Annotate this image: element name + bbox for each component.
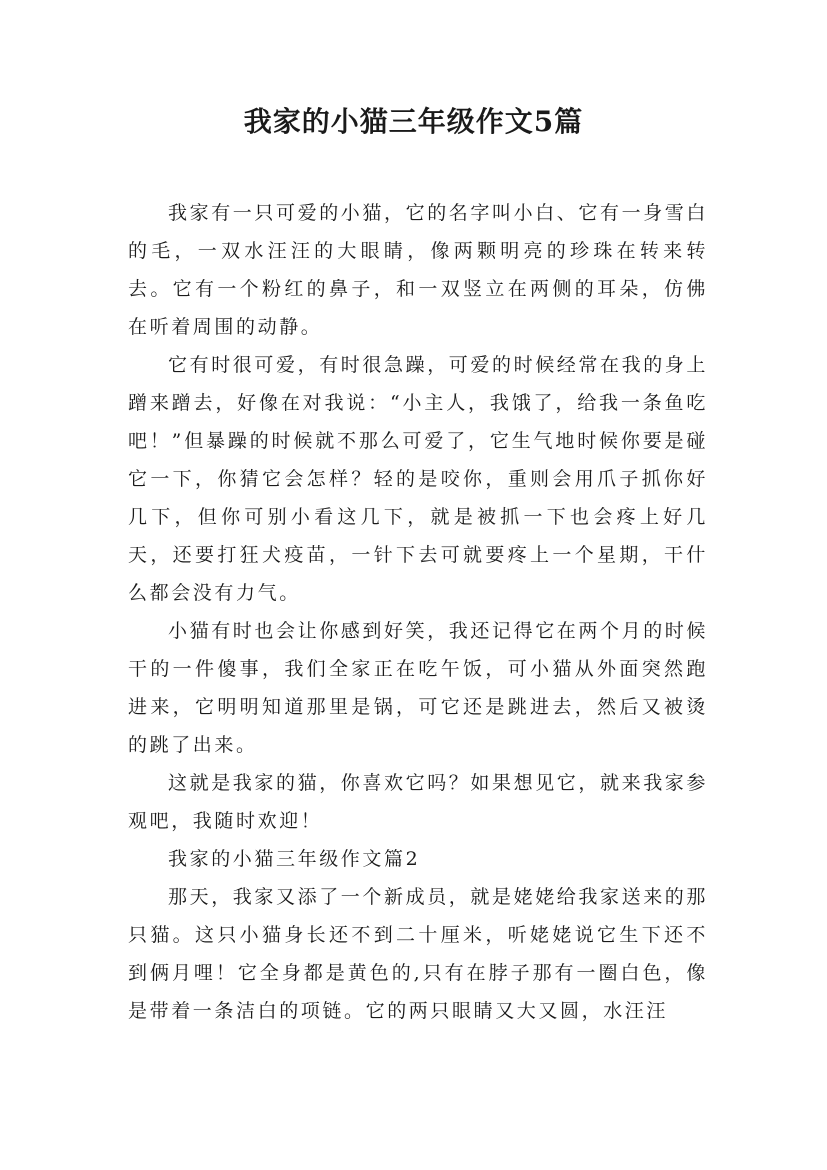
paragraph-3: 小猫有时也会让你感到好笑，我还记得它在两个月的时候干的一件傻事，我们全家正在吃午饭，可小猫从外面突然跑进来，它明明知道那里是锅，可它还是跳进去，然后又被烫的跳了出来。 xyxy=(128,620,709,756)
paragraph-4: 这就是我家的猫，你喜欢它吗？如果想见它，就来我家参观吧，我随时欢迎！ xyxy=(128,772,709,832)
section-heading: 我家的小猫三年级作文篇2 xyxy=(168,848,421,870)
paragraph-5: 那天，我家又添了一个新成员，就是姥姥给我家送来的那只猫。这只小猫身长还不到二十厘米，听姥姥说它生下还不到俩月哩！它全身都是黄色的,只有在脖子那有一圈白色，像是带着一条洁白的项链。它的两只眼睛又大又圆，水汪汪 xyxy=(128,886,709,1022)
paragraph-1: 我家有一只可爱的小猫，它的名字叫小白、它有一身雪白的毛，一双水汪汪的大眼睛，像两颗明亮的珍珠在转来转去。它有一个粉红的鼻子，和一双竖立在两侧的耳朵，仿佛在听着周围的动静。 xyxy=(128,202,709,338)
paragraph-2: 它有时很可爱，有时很急躁，可爱的时候经常在我的身上蹭来蹭去，好像在对我说：“小主人，我饿了，给我一条鱼吃吧！”但暴躁的时候就不那么可爱了，它生气地时候你要是碰它一下，你猜它会怎样？轻的是咬你，重则会用爪子抓你好几下，但你可别小看这几下，就是被抓一下也会疼上好几天，还要打狂犬疫苗，一针下去可就要疼上一个星期，干什么都会没有力气。 xyxy=(128,354,709,604)
document-body xyxy=(128,194,708,1030)
document-title: 我家的小猫三年级作文5篇 xyxy=(243,105,584,138)
